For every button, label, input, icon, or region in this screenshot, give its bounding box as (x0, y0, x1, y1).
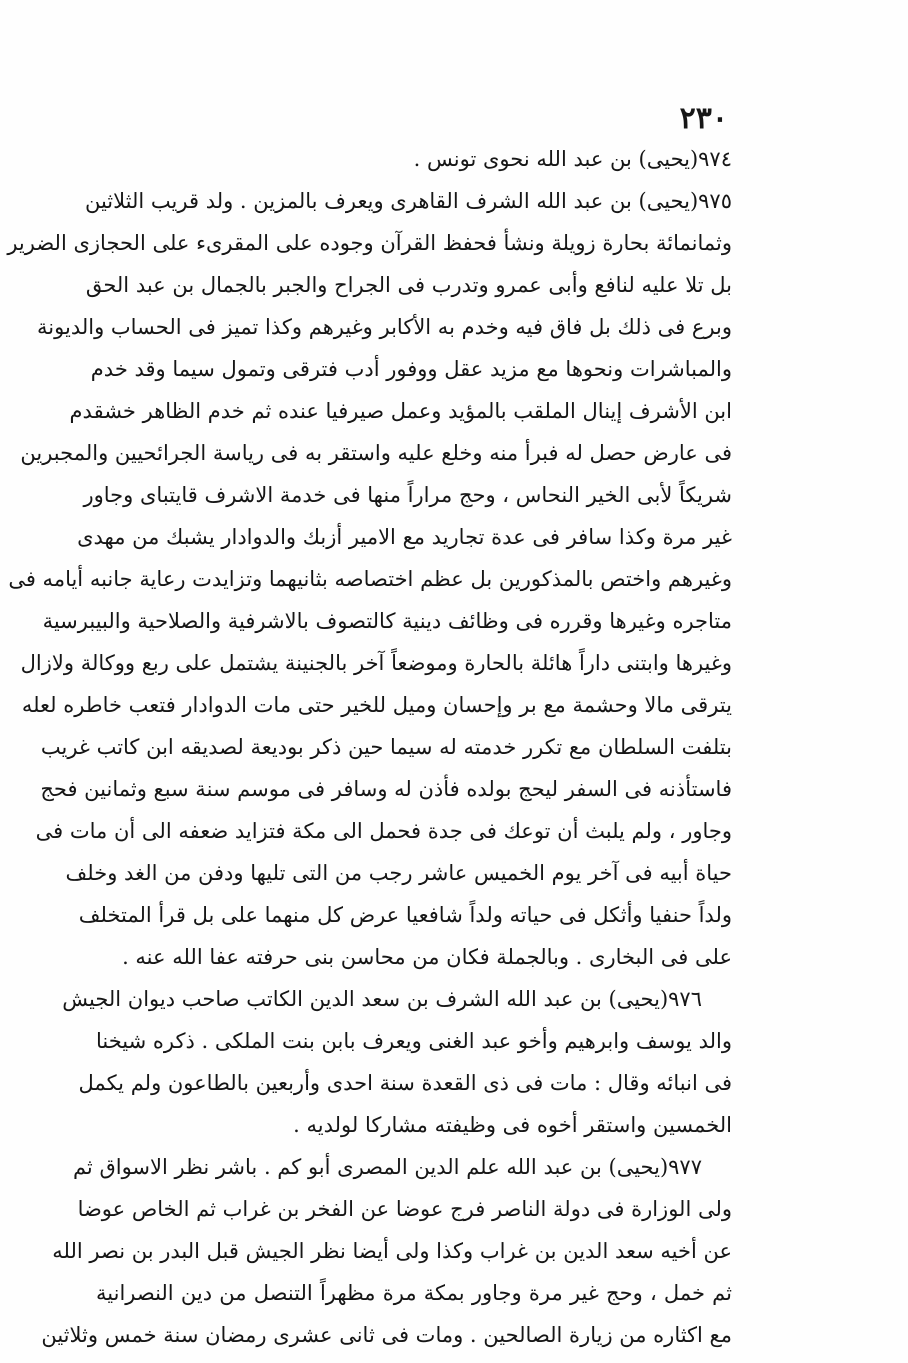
text-line: مع اكثاره من زيارة الصالحين . ومات فى ثانى عشرى رمضان سنة خمس وثلاثين (41, 1323, 732, 1347)
page-text (7, 138, 732, 1356)
text-line: وبرع فى ذلك بل فاق فيه وخدم به الأكابر وغيرهم وكذا تميز فى الحساب والديونة (37, 315, 732, 339)
text-line: ٩٧٧(يحيى) بن عبد الله علم الدين المصرى أبو كم . باشر نظر الاسواق ثم (72, 1155, 702, 1179)
text-line: الخمسين واستقر أخوه فى وظيفته مشاركا لولديه . (293, 1113, 732, 1137)
text-line: بل تلا عليه لنافع وأبى عمرو وتدرب فى الجراح والجبر بالجمال بن عبد الحق (85, 273, 732, 297)
text-line: ولداً حنفيا وأثكل فى حياته ولداً شافعيا عرض كل منهما على بل قرأ المتخلف (78, 903, 732, 927)
text-line: غير مرة وكذا سافر فى عدة تجاريد مع الامير أزبك والدوادار يشبك من مهدى (77, 525, 732, 549)
text-line: ابن الأشرف إينال الملقب بالمؤيد وعمل صيرفيا عنده ثم خدم الظاهر خشقدم (69, 399, 732, 423)
text-line: والد يوسف وابرهيم وأخو عبد الغنى ويعرف بابن بنت الملكى . ذكره شيخنا (96, 1029, 732, 1053)
text-line: على فى البخارى . وبالجملة فكان من محاسن بنى حرفته عفا الله عنه . (122, 945, 732, 969)
text-line: وجاور ، ولم يلبث أن توعك فى جدة فحمل الى مكة فتزايد ضعفه الى أن مات فى (35, 819, 732, 843)
text-line: وثمانمائة بحارة زويلة ونشأ فحفظ القرآن وجوده على المقرىء على الحجازى الضرير (7, 231, 732, 255)
page-number: ٢٣٠ (679, 101, 728, 136)
text-line: ولى الوزارة فى دولة الناصر فرج عوضا عن الفخر بن غراب ثم الخاص عوضا (77, 1197, 732, 1221)
text-line: والمباشرات ونحوها مع مزيد عقل ووفور أدب فترقى وتمول سيما وقد خدم (90, 357, 732, 381)
text-line: فى انبائه وقال : مات فى ذى القعدة سنة احدى وأربعين بالطاعون ولم يكمل (78, 1071, 732, 1095)
text-line: شريكاً لأبى الخير النحاس ، وحج مراراً منها فى خدمة الاشرف قايتباى وجاور (83, 483, 732, 507)
text-line: متاجره وغيرها وقرره فى وظائف دينية كالتصوف بالاشرفية والصلاحية والبيبرسية (42, 609, 732, 633)
text-line: ٩٧٤(يحيى) بن عبد الله نحوى تونس . (413, 147, 732, 171)
text-line: عن أخيه سعد الدين بن غراب وكذا ولى أيضا نظر الجيش قبل البدر بن نصر الله (52, 1239, 732, 1263)
text-line: فاستأذنه فى السفر ليحج بولده فأذن له وسافر فى موسم سنة سبع وثمانين فحج (40, 777, 732, 801)
text-line: ٩٧٥(يحيى) بن عبد الله الشرف القاهرى ويعرف بالمزين . ولد قريب الثلاثين (84, 189, 732, 213)
text-line: حياة أبيه فى آخر يوم الخميس عاشر رجب من التى تليها ودفن من الغد وخلف (65, 861, 732, 885)
text-line: ٩٧٦(يحيى) بن عبد الله الشرف بن سعد الدين الكاتب صاحب ديوان الجيش (62, 987, 702, 1011)
text-line: وغيرها وابتنى داراً هائلة بالحارة وموضعاً آخر بالجنينة يشتمل على ربع ووكالة ولازال (20, 651, 732, 675)
text-line: وغيرهم واختص بالمذكورين بل عظم اختصاصه بثانيهما وتزايدت رعاية جانبه أيامه فى (8, 567, 732, 591)
text-line: ثم خمل ، وحج غير مرة وجاور بمكة مرة مظهراً التنصل من دين النصرانية (96, 1281, 732, 1305)
text-line: فى عارض حصل له فبرأ منه وخلع عليه واستقر به فى رياسة الجرائحيين والمجبرين (20, 441, 732, 465)
text-line: يترقى مالا وحشمة مع بر وإحسان وميل للخير حتى مات الدوادار فتعب خاطره لعله (21, 693, 732, 717)
text-line: بتلفت السلطان مع تكرر خدمته له سيما حين ذكر بوديعة لصديقه ابن كاتب غريب (40, 735, 732, 759)
